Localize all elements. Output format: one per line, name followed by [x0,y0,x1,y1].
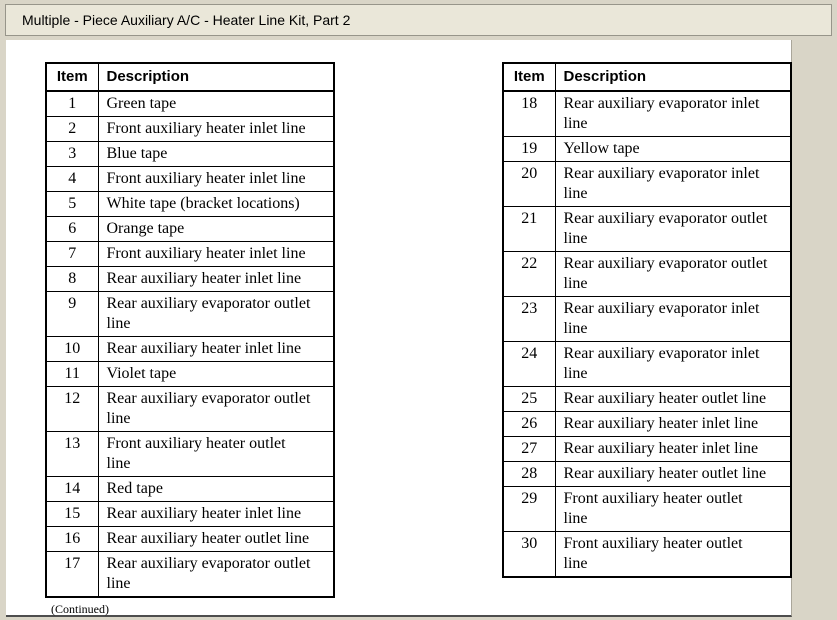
table-row [503,297,791,342]
item-description: Orange tape [98,217,334,242]
item-number: 15 [46,502,98,527]
table-row [46,292,334,337]
table-row [503,412,791,437]
item-number: 23 [503,297,555,342]
table-row [503,462,791,487]
item-description: Front auxiliary heater inlet line [98,117,334,142]
item-number: 1 [46,91,98,117]
parts-table-left [45,62,335,598]
item-description: Rear auxiliary heater inlet line [98,502,334,527]
table-row [46,167,334,192]
item-description: Blue tape [98,142,334,167]
item-number: 29 [503,487,555,532]
table-row [503,342,791,387]
table-row [46,117,334,142]
item-description: Front auxiliary heater outlet line [98,432,334,477]
item-description: Rear auxiliary evaporator outlet line [98,387,334,432]
item-number: 30 [503,532,555,578]
parts-table-right [502,62,792,578]
item-number: 2 [46,117,98,142]
table-row [46,387,334,432]
table-row [46,217,334,242]
table-row [46,432,334,477]
item-number: 8 [46,267,98,292]
table-row [46,91,334,117]
item-description: Front auxiliary heater outlet line [555,487,791,532]
column-header-item: Item [503,63,555,91]
table-row [503,162,791,207]
item-number: 13 [46,432,98,477]
column-header-item: Item [46,63,98,91]
item-number: 26 [503,412,555,437]
page-title: Multiple - Piece Auxiliary A/C - Heater Line Kit, Part 2 [22,12,351,28]
item-number: 22 [503,252,555,297]
item-number: 17 [46,552,98,598]
item-number: 27 [503,437,555,462]
item-number: 7 [46,242,98,267]
item-description: Front auxiliary heater inlet line [98,242,334,267]
item-number: 6 [46,217,98,242]
item-number: 9 [46,292,98,337]
item-number: 20 [503,162,555,207]
left-table-container [45,62,335,617]
item-number: 12 [46,387,98,432]
item-number: 25 [503,387,555,412]
item-description: Rear auxiliary evaporator outlet line [98,292,334,337]
table-row [46,242,334,267]
item-description: Yellow tape [555,137,791,162]
table-row [503,137,791,162]
table-header-row [503,63,791,91]
table-row [46,362,334,387]
item-description: Rear auxiliary evaporator inlet line [555,162,791,207]
table-row [46,502,334,527]
item-description: Red tape [98,477,334,502]
item-description: Green tape [98,91,334,117]
table-row [503,437,791,462]
item-description: Rear auxiliary heater outlet line [98,527,334,552]
item-description: White tape (bracket locations) [98,192,334,217]
column-header-description: Description [98,63,334,91]
item-number: 21 [503,207,555,252]
item-number: 5 [46,192,98,217]
item-description: Front auxiliary heater outlet line [555,532,791,578]
item-description: Rear auxiliary heater inlet line [98,267,334,292]
table-row [46,337,334,362]
table-row [503,387,791,412]
item-number: 18 [503,91,555,137]
item-description: Rear auxiliary evaporator outlet line [555,252,791,297]
table-row [503,207,791,252]
table-row [46,142,334,167]
item-description: Rear auxiliary heater inlet line [555,412,791,437]
item-description: Rear auxiliary evaporator outlet line [555,207,791,252]
item-number: 16 [46,527,98,552]
table-row [46,527,334,552]
item-number: 28 [503,462,555,487]
item-number: 11 [46,362,98,387]
item-description: Rear auxiliary evaporator inlet line [555,297,791,342]
item-description: Rear auxiliary heater inlet line [98,337,334,362]
item-number: 4 [46,167,98,192]
item-number: 24 [503,342,555,387]
item-description: Rear auxiliary heater outlet line [555,387,791,412]
right-table-container [502,62,792,578]
item-description: Rear auxiliary evaporator outlet line [98,552,334,598]
item-description: Front auxiliary heater inlet line [98,167,334,192]
table-row [46,552,334,598]
continued-note: (Continued) [51,602,109,616]
table-row [46,477,334,502]
item-description: Rear auxiliary evaporator inlet line [555,342,791,387]
item-description: Rear auxiliary heater outlet line [555,462,791,487]
table-row [46,192,334,217]
table-row [503,91,791,137]
item-number: 19 [503,137,555,162]
table-row [46,267,334,292]
table-row [503,252,791,297]
table-row [503,532,791,578]
column-header-description: Description [555,63,791,91]
table-row [503,487,791,532]
content-area [6,40,792,617]
table-header-row [46,63,334,91]
item-number: 14 [46,477,98,502]
item-description: Rear auxiliary evaporator inlet line [555,91,791,137]
item-number: 3 [46,142,98,167]
item-number: 10 [46,337,98,362]
item-description: Violet tape [98,362,334,387]
item-description: Rear auxiliary heater inlet line [555,437,791,462]
title-bar [5,4,832,36]
